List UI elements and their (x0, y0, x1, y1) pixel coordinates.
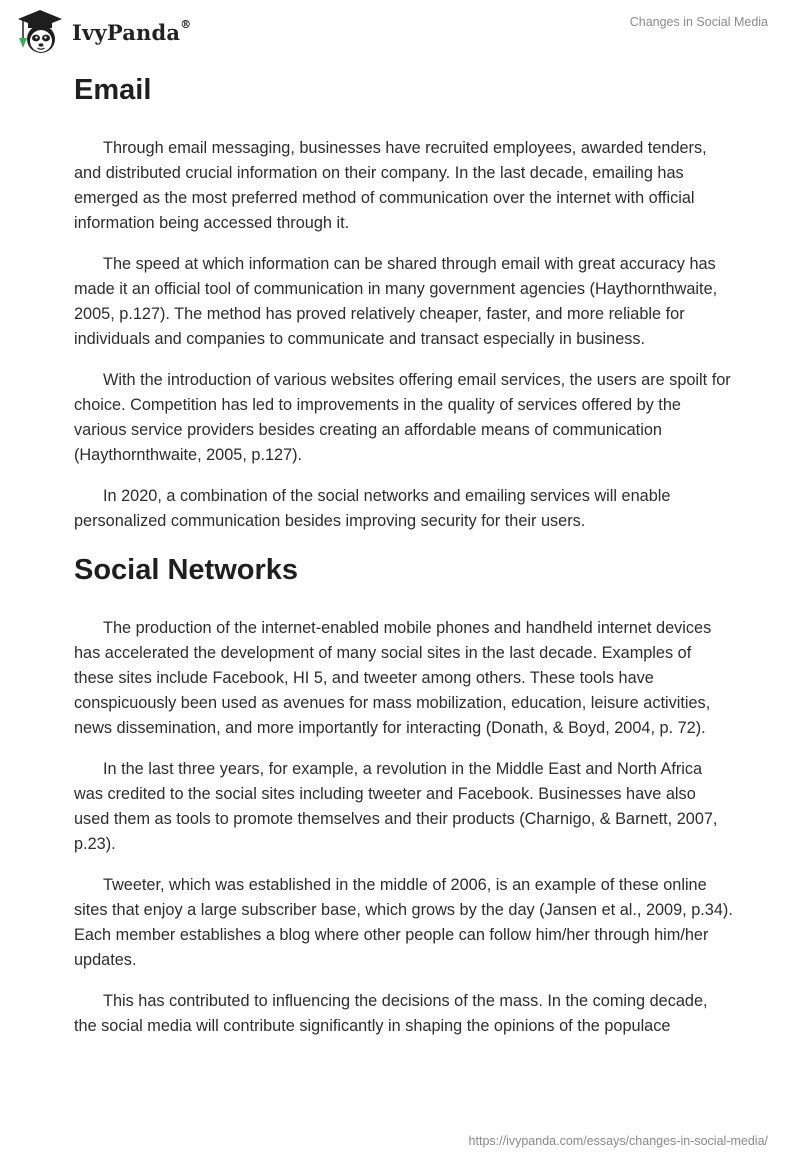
paragraph: With the introduction of various websites offering email services, the users are spoilt for choice. Competition has led to improvements in the quality of services offered by the various service providers besides creating an affordable means of communication (Haythornthwaite, 2005, p.127). (74, 371, 731, 464)
panda-graduate-icon (14, 8, 66, 56)
document-title: Changes in Social Media (629, 15, 768, 29)
page-header (0, 0, 800, 60)
section-heading-social-networks: Social Networks (74, 554, 299, 586)
section-heading-email: Email (74, 74, 152, 106)
paragraph: The speed at which information can be shared through email with great accuracy has made it an official tool of communication in many government agencies (Haythornthwaite, 2005, p.127). The method has proved relatively cheaper, faster, and more reliable for individuals and companies to communicate and transact especially in business. (74, 255, 718, 348)
ivypanda-logo[interactable] (14, 8, 191, 56)
essay-content (74, 70, 734, 1055)
source-url-link[interactable]: https://ivypanda.com/essays/changes-in-social-media/ (468, 1134, 768, 1148)
paragraph: The production of the internet-enabled mobile phones and handheld internet devices has accelerated the development of many social sites in the last decade. Examples of these sites include Facebook, HI 5, and tweeter among others. These tools have conspicuously been used as avenues for mass mobilization, education, leisure activities, news dissemination, and more importantly for interacting (Donath, & Boyd, 2004, p. 72). (74, 619, 712, 737)
logo-wordmark: IvyPanda® (72, 17, 192, 45)
paragraph: Tweeter, which was established in the middle of 2006, is an example of these online sites that enjoy a large subscriber base, which grows by the day (Jansen et al., 2009, p.34). Each member establishes a blog where other people can follow him/her through him/her updates. (74, 876, 733, 969)
paragraph: In the last three years, for example, a revolution in the Middle East and North Africa was credited to the social sites including tweeter and Facebook. Businesses have also used them as tools to promote themselves and their products (Charnigo, & Barnett, 2007, p.23). (74, 760, 718, 853)
paragraph: In 2020, a combination of the social networks and emailing services will enable personalized communication besides improving security for their users. (74, 487, 671, 530)
paragraph: Through email messaging, businesses have recruited employees, awarded tenders, and distributed crucial information on their company. In the last decade, emailing has emerged as the most preferred method of communication over the internet with official information being accessed through it. (74, 139, 707, 232)
paragraph: This has contributed to influencing the decisions of the mass. In the coming decade, the social media will contribute significantly in shaping the opinions of the populace (74, 992, 708, 1035)
